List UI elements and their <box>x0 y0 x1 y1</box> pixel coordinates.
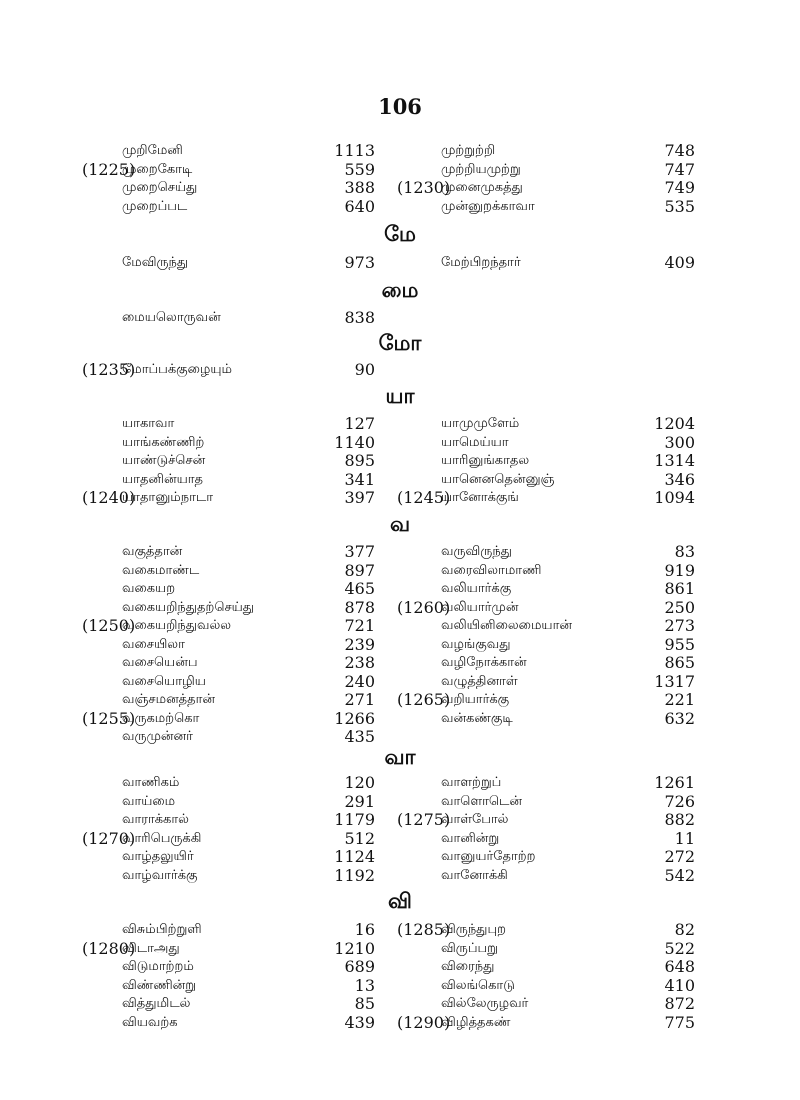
verse-reference: 838 <box>344 308 375 327</box>
index-word: விடாஅது <box>122 940 180 956</box>
index-word: வானோக்கி <box>441 867 508 883</box>
verse-reference: 861 <box>664 579 695 598</box>
index-row <box>0 773 800 793</box>
index-word: யாண்டுச்சென் <box>122 453 206 468</box>
verse-reference: 439 <box>344 1012 375 1032</box>
verse-reference: 120 <box>344 773 375 792</box>
verse-reference: 1113 <box>334 141 375 160</box>
verse-reference: 435 <box>344 727 375 746</box>
section-header: வ <box>389 512 411 536</box>
verse-reference: 748 <box>664 141 695 160</box>
index-row <box>0 690 800 710</box>
index-word: வசையிலா <box>122 636 185 652</box>
index-word: வாணிகம் <box>122 775 180 790</box>
verse-reference: 1094 <box>654 488 695 507</box>
verse-reference: 882 <box>664 810 695 829</box>
index-word: முறைப்பட <box>122 198 188 214</box>
verse-reference: 409 <box>664 253 695 272</box>
entry-number: (1260) <box>397 597 451 617</box>
verse-reference: 300 <box>664 432 695 452</box>
index-word: முறிமேனி <box>122 143 183 158</box>
index-word: வருமுன்னர் <box>122 729 193 744</box>
index-word: வருவிருந்து <box>441 544 512 559</box>
entry-number: (1225) <box>82 159 136 179</box>
index-word: வழங்குவது <box>441 636 511 652</box>
index-word: வலியினிலைமையான் <box>441 618 572 633</box>
verse-reference: 13 <box>354 975 375 995</box>
verse-reference: 250 <box>664 597 695 617</box>
verse-reference: 726 <box>664 791 695 811</box>
index-word: வகையறிந்துதற்செய்து <box>122 599 255 615</box>
entry-number: (1290) <box>397 1012 451 1032</box>
index-word: முற்றுற்றி <box>441 143 496 158</box>
verse-reference: 878 <box>344 597 375 617</box>
index-word: வருகமற்கொ <box>122 710 200 726</box>
verse-reference: 775 <box>664 1012 695 1032</box>
verse-reference: 388 <box>344 178 375 197</box>
verse-reference: 410 <box>664 975 695 995</box>
verse-reference: 648 <box>664 957 695 976</box>
index-word: யாரினுங்காதல <box>441 453 530 468</box>
verse-reference: 747 <box>664 159 695 179</box>
index-row <box>0 308 800 328</box>
verse-reference: 127 <box>344 414 375 433</box>
index-word: யாதனின்யாத <box>122 471 203 487</box>
index-word: யாகாவா <box>122 416 175 431</box>
index-word: வழுத்தினாள் <box>441 673 518 689</box>
index-word: யானோக்குங் <box>441 490 519 505</box>
index-word: வகையற <box>122 581 176 596</box>
entry-number: (1250) <box>82 616 136 635</box>
index-word: முனைமுகத்து <box>441 180 523 195</box>
index-word: வாள்போல் <box>441 812 509 827</box>
index-word: யாமுமுளேம் <box>441 416 520 431</box>
index-row <box>0 727 800 747</box>
index-row <box>0 672 800 692</box>
verse-reference: 522 <box>664 938 695 958</box>
index-word: முற்றியமுற்று <box>441 161 521 177</box>
section-header: மோ <box>378 331 422 355</box>
verse-reference: 535 <box>664 196 695 216</box>
index-word: வானின்று <box>441 830 500 846</box>
entry-number: (1235) <box>82 360 136 379</box>
index-word: வலியார்முன் <box>441 599 519 615</box>
verse-reference: 83 <box>674 542 695 561</box>
verse-reference: 640 <box>344 196 375 216</box>
index-row <box>0 957 800 977</box>
index-row <box>0 1013 800 1033</box>
section-header: வி <box>388 889 412 913</box>
index-word: வசையொழிய <box>122 673 206 689</box>
index-word: வன்கண்குடி <box>441 710 513 726</box>
index-row <box>0 433 800 453</box>
index-word: விண்ணின்று <box>122 977 197 993</box>
index-word: வாளற்றுப் <box>441 775 502 790</box>
entry-number: (1265) <box>397 690 451 709</box>
entry-number: (1275) <box>397 810 451 829</box>
index-row <box>0 976 800 996</box>
index-word: வரைவிலாமாணி <box>441 562 542 578</box>
index-word: முன்னுறக்காவா <box>441 198 535 214</box>
verse-reference: 239 <box>344 634 375 654</box>
index-row <box>0 616 800 636</box>
index-word: யாங்கண்ணிற் <box>122 434 205 450</box>
index-word: விடுமாற்றம் <box>122 959 194 974</box>
index-word: வறியார்க்கு <box>441 692 510 707</box>
index-word: வாராக்கால் <box>122 812 189 827</box>
index-row <box>0 178 800 198</box>
index-word: வாய்மை <box>122 793 176 809</box>
index-row <box>0 810 800 830</box>
verse-reference: 721 <box>344 616 375 635</box>
index-row <box>0 141 800 161</box>
index-row <box>0 939 800 959</box>
index-word: விசும்பிற்றுளி <box>122 922 202 937</box>
index-row <box>0 847 800 867</box>
verse-reference: 1124 <box>334 847 375 866</box>
index-row <box>0 792 800 812</box>
verse-reference: 973 <box>344 253 375 272</box>
index-word: வாழ்தலுயிர் <box>122 849 194 864</box>
section-header: மை <box>381 278 419 302</box>
verse-reference: 271 <box>344 690 375 709</box>
section-header: யா <box>385 384 415 408</box>
index-row <box>0 866 800 886</box>
index-word: வாழ்வார்க்கு <box>122 867 198 883</box>
index-row <box>0 994 800 1014</box>
verse-reference: 955 <box>664 634 695 654</box>
index-word: விழித்தகண் <box>441 1014 511 1030</box>
verse-reference: 1140 <box>334 432 375 452</box>
entry-number: (1280) <box>82 938 136 958</box>
index-row <box>0 488 800 508</box>
index-word: விருந்துபுற <box>441 922 506 937</box>
verse-reference: 1317 <box>654 671 695 691</box>
entry-number: (1255) <box>82 708 136 728</box>
verse-reference: 377 <box>344 542 375 561</box>
index-row <box>0 360 800 380</box>
verse-reference: 272 <box>664 847 695 866</box>
verse-reference: 346 <box>664 469 695 489</box>
verse-reference: 749 <box>664 178 695 197</box>
verse-reference: 897 <box>344 560 375 580</box>
entry-number: (1270) <box>82 828 136 848</box>
verse-reference: 865 <box>664 653 695 672</box>
index-row <box>0 470 800 490</box>
index-word: வாரிபெருக்கி <box>122 830 202 846</box>
index-word: வியவற்க <box>122 1014 178 1030</box>
index-row <box>0 635 800 655</box>
verse-reference: 872 <box>664 994 695 1013</box>
index-row <box>0 598 800 618</box>
section-header: வா <box>384 745 416 769</box>
verse-reference: 632 <box>664 708 695 728</box>
index-word: வசையென்ப <box>122 655 198 670</box>
verse-reference: 919 <box>664 560 695 580</box>
index-row <box>0 829 800 849</box>
index-word: வகைமாண்ட <box>122 562 200 578</box>
verse-reference: 465 <box>344 579 375 598</box>
verse-reference: 82 <box>674 920 695 939</box>
index-row <box>0 920 800 940</box>
page-number: 106 <box>378 94 422 119</box>
entry-number: (1285) <box>397 920 451 939</box>
section-header: மே <box>384 222 416 246</box>
verse-reference: 895 <box>344 451 375 470</box>
verse-reference: 1210 <box>334 938 375 958</box>
index-row <box>0 579 800 599</box>
verse-reference: 1179 <box>334 810 375 829</box>
verse-reference: 90 <box>354 360 375 379</box>
index-word: முறைசெய்து <box>122 180 198 195</box>
index-word: வஞ்சமனத்தான் <box>122 692 216 707</box>
index-row <box>0 197 800 217</box>
entry-number: (1240) <box>82 488 136 507</box>
verse-reference: 11 <box>674 828 695 848</box>
index-row <box>0 414 800 434</box>
verse-reference: 1266 <box>334 708 375 728</box>
index-word: வானுயர்தோற்ற <box>441 849 536 864</box>
index-word: வலியார்க்கு <box>441 581 512 596</box>
index-word: வழிநோக்கான் <box>441 655 527 670</box>
index-row <box>0 253 800 273</box>
verse-reference: 689 <box>344 957 375 976</box>
index-word: மேற்பிறந்தார் <box>441 255 521 270</box>
verse-reference: 1314 <box>654 451 695 470</box>
index-word: விரைந்து <box>441 959 495 974</box>
verse-reference: 512 <box>344 828 375 848</box>
index-row <box>0 542 800 562</box>
verse-reference: 1192 <box>334 865 375 885</box>
verse-reference: 341 <box>344 469 375 489</box>
verse-reference: 238 <box>344 653 375 672</box>
index-word: வாளொடென் <box>441 793 522 809</box>
verse-reference: 559 <box>344 159 375 179</box>
index-word: யாதானும்நாடா <box>122 490 214 505</box>
index-row <box>0 160 800 180</box>
verse-reference: 273 <box>664 616 695 635</box>
verse-reference: 397 <box>344 488 375 507</box>
index-word: வில்லேருழவர் <box>441 996 529 1011</box>
index-word: விருப்பறு <box>441 940 499 956</box>
entry-number: (1245) <box>397 488 451 507</box>
index-row <box>0 653 800 673</box>
verse-reference: 85 <box>354 994 375 1013</box>
index-word: வகுத்தான் <box>122 544 183 559</box>
index-row <box>0 451 800 471</box>
index-word: யாமெய்யா <box>441 434 509 450</box>
verse-reference: 240 <box>344 671 375 691</box>
entry-number: (1230) <box>397 178 451 197</box>
index-row <box>0 709 800 729</box>
index-word: விலங்கொடு <box>441 977 515 993</box>
index-word: வகையறிந்துவல்ல <box>122 618 232 633</box>
verse-reference: 221 <box>664 690 695 709</box>
verse-reference: 16 <box>354 920 375 939</box>
index-row <box>0 561 800 581</box>
index-word: மோப்பக்குழையும் <box>122 362 232 377</box>
verse-reference: 291 <box>344 791 375 811</box>
verse-reference: 1204 <box>654 414 695 433</box>
index-word: மையலொருவன் <box>122 310 221 325</box>
index-word: மேவிருந்து <box>122 255 189 270</box>
verse-reference: 542 <box>664 865 695 885</box>
index-word: யானெனதென்னுஞ் <box>441 471 555 487</box>
index-word: முறைகோடி <box>122 161 193 177</box>
index-word: வித்துமிடல் <box>122 996 191 1011</box>
verse-reference: 1261 <box>654 773 695 792</box>
